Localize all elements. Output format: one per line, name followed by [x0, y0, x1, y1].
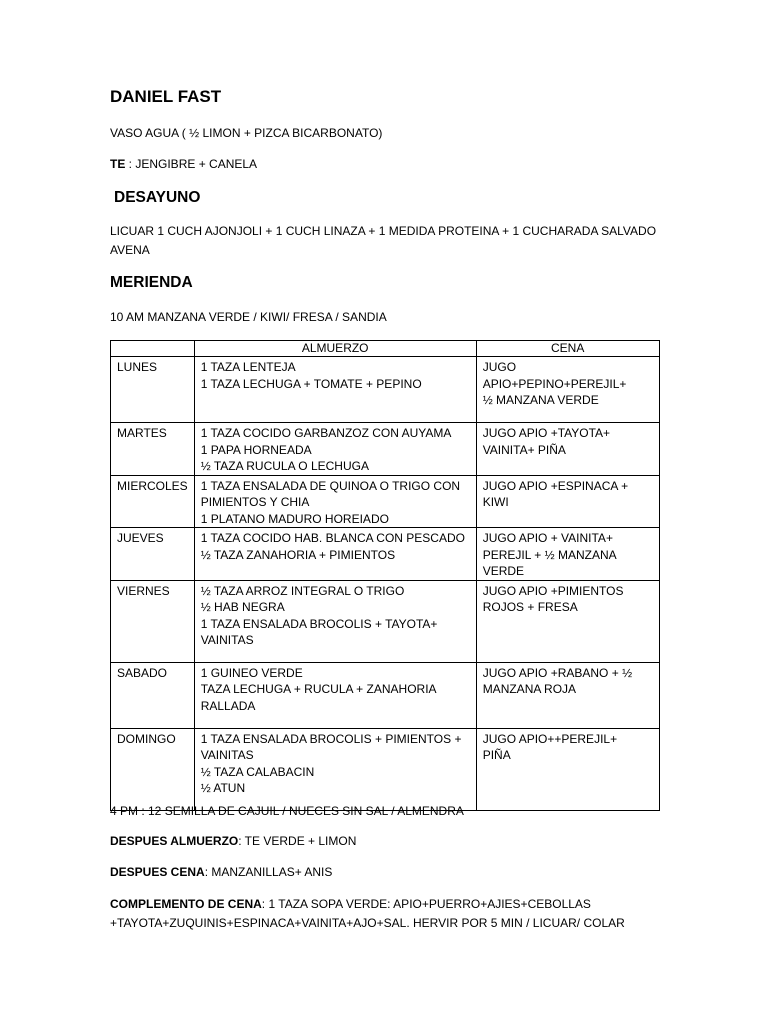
- vaso-agua-line: VASO AGUA ( ½ LIMON + PIZCA BICARBONATO): [110, 126, 383, 140]
- almuerzo-line: 1 TAZA COCIDO GARBANZOZ CON AUYAMA: [200, 426, 452, 440]
- complemento-text: : 1 TAZA SOPA VERDE: APIO+PUERRO+AJIES+CEBOLLAS +TAYOTA+ZUQUINIS+ESPINACA+VAINITA+AJO+SAL. HERVIR POR 5 MIN / LICUAR/ COLAR: [110, 897, 625, 930]
- despues-almuerzo-line: [110, 834, 356, 848]
- merienda-heading: MERIENDA: [110, 274, 193, 291]
- almuerzo-line: 1 TAZA ENSALADA BROCOLIS + TAYOTA+: [200, 616, 438, 631]
- table-row: [111, 580, 660, 662]
- day-label: DOMINGO: [117, 731, 176, 746]
- table-header-row: [111, 341, 660, 357]
- despues-almuerzo-label: DESPUES ALMUERZO: [110, 834, 239, 848]
- cena-line: JUGO APIO +TAYOTA+: [482, 426, 611, 440]
- cena-line: JUGO APIO + VAINITA+: [482, 531, 613, 545]
- almuerzo-line: ½ ATUN: [200, 781, 246, 795]
- almuerzo-line: VAINITAS: [200, 633, 254, 647]
- cena-line: JUGO APIO++PEREJIL+: [482, 731, 618, 746]
- day-cell: [111, 528, 195, 581]
- te-line: [110, 157, 257, 171]
- cena-cell: [476, 475, 659, 528]
- desayuno-heading: DESAYUNO: [114, 189, 201, 206]
- day-cell: [111, 475, 195, 528]
- despues-cena-line: [110, 865, 332, 879]
- almuerzo-cell: [194, 357, 476, 423]
- header-almuerzo: ALMUERZO: [194, 341, 476, 357]
- day-cell: [111, 357, 195, 423]
- te-text: : JENGIBRE + CANELA: [125, 157, 258, 171]
- desayuno-text: LICUAR 1 CUCH AJONJOLI + 1 CUCH LINAZA + 1 MEDIDA PROTEINA + 1 CUCHARADA SALVADO AVENA: [110, 224, 657, 257]
- almuerzo-line: 1 TAZA ENSALADA DE QUINOA O TRIGO CON: [200, 478, 461, 493]
- table-row: [111, 662, 660, 728]
- table-row: [111, 528, 660, 581]
- almuerzo-line: RALLADA: [200, 698, 256, 713]
- snack-4pm-line: 4 PM : 12 SEMILLA DE CAJUIL / NUECES SIN SAL / ALMENDRA: [110, 804, 464, 818]
- cena-line: APIO+PEPINO+PEREJIL+: [482, 376, 627, 391]
- header-cena: CENA: [476, 341, 659, 357]
- cena-line: JUGO APIO +PIMIENTOS: [482, 583, 624, 598]
- day-label: MIERCOLES: [117, 478, 188, 493]
- cena-line: PIÑA: [482, 748, 511, 762]
- te-label: TE: [110, 157, 126, 171]
- despues-almuerzo-text: : TE VERDE + LIMON: [238, 834, 357, 848]
- cena-cell: [476, 528, 659, 581]
- cena-cell: [476, 728, 659, 810]
- despues-cena-label: DESPUES CENA: [110, 865, 205, 879]
- almuerzo-cell: [194, 580, 476, 662]
- weekly-menu-table: [110, 340, 660, 811]
- cena-line: JUGO APIO +ESPINACA +: [482, 478, 629, 493]
- cena-line: ½ MANZANA VERDE: [482, 393, 599, 407]
- day-cell: [111, 423, 195, 476]
- almuerzo-line: TAZA LECHUGA + RUCULA + ZANAHORIA: [200, 682, 437, 696]
- document-title: DANIEL FAST: [110, 87, 222, 106]
- cena-cell: [476, 662, 659, 728]
- complemento-line: [110, 895, 670, 933]
- table-row: [111, 728, 660, 810]
- cena-line: PEREJIL + ½ MANZANA: [482, 547, 617, 562]
- almuerzo-line: 1 TAZA LECHUGA + TOMATE + PEPINO: [200, 376, 422, 391]
- almuerzo-line: PIMIENTOS Y CHIA: [200, 495, 310, 509]
- day-label: SABADO: [117, 665, 168, 680]
- almuerzo-cell: [194, 728, 476, 810]
- almuerzo-line: 1 PLATANO MADURO HOREIADO: [200, 511, 389, 526]
- almuerzo-line: VAINITAS: [200, 748, 254, 762]
- merienda-text: 10 AM MANZANA VERDE / KIWI/ FRESA / SANDIA: [110, 310, 387, 324]
- table-row: [111, 357, 660, 423]
- cena-cell: [476, 580, 659, 662]
- header-day: [111, 341, 195, 357]
- cena-line: JUGO: [482, 360, 517, 374]
- almuerzo-cell: [194, 423, 476, 476]
- table-row: [111, 423, 660, 476]
- almuerzo-line: ½ TAZA ARROZ INTEGRAL O TRIGO: [200, 583, 405, 598]
- cena-cell: [476, 423, 659, 476]
- almuerzo-cell: [194, 528, 476, 581]
- complemento-label: COMPLEMENTO DE CENA: [110, 897, 262, 911]
- table-row: [111, 475, 660, 528]
- day-cell: [111, 662, 195, 728]
- cena-line: JUGO APIO +RABANO + ½: [482, 665, 633, 680]
- almuerzo-line: ½ TAZA RUCULA O LECHUGA: [200, 459, 369, 473]
- day-cell: [111, 580, 195, 662]
- despues-cena-text: : MANZANILLAS+ ANIS: [204, 865, 333, 879]
- cena-line: VAINITA+ PIÑA: [482, 442, 566, 457]
- almuerzo-line: 1 TAZA LENTEJA: [200, 360, 296, 374]
- day-label: JUEVES: [117, 531, 164, 545]
- cena-line: VERDE: [482, 564, 525, 578]
- cena-line: KIWI: [482, 495, 509, 509]
- almuerzo-line: 1 TAZA ENSALADA BROCOLIS + PIMIENTOS +: [200, 731, 462, 746]
- almuerzo-line: ½ HAB NEGRA: [200, 600, 285, 614]
- almuerzo-cell: [194, 475, 476, 528]
- day-label: LUNES: [117, 360, 158, 374]
- almuerzo-line: 1 GUINEO VERDE: [200, 665, 303, 680]
- day-label: MARTES: [117, 426, 167, 440]
- day-cell: [111, 728, 195, 810]
- almuerzo-line: ½ TAZA ZANAHORIA + PIMIENTOS: [200, 547, 396, 562]
- cena-line: ROJOS + FRESA: [482, 600, 578, 614]
- cena-line: MANZANA ROJA: [482, 682, 577, 696]
- almuerzo-cell: [194, 662, 476, 728]
- day-label: VIERNES: [117, 583, 170, 598]
- cena-cell: [476, 357, 659, 423]
- almuerzo-line: 1 TAZA COCIDO HAB. BLANCA CON PESCADO: [200, 531, 465, 545]
- almuerzo-line: 1 PAPA HORNEADA: [200, 442, 312, 457]
- almuerzo-line: ½ TAZA CALABACIN: [200, 764, 315, 779]
